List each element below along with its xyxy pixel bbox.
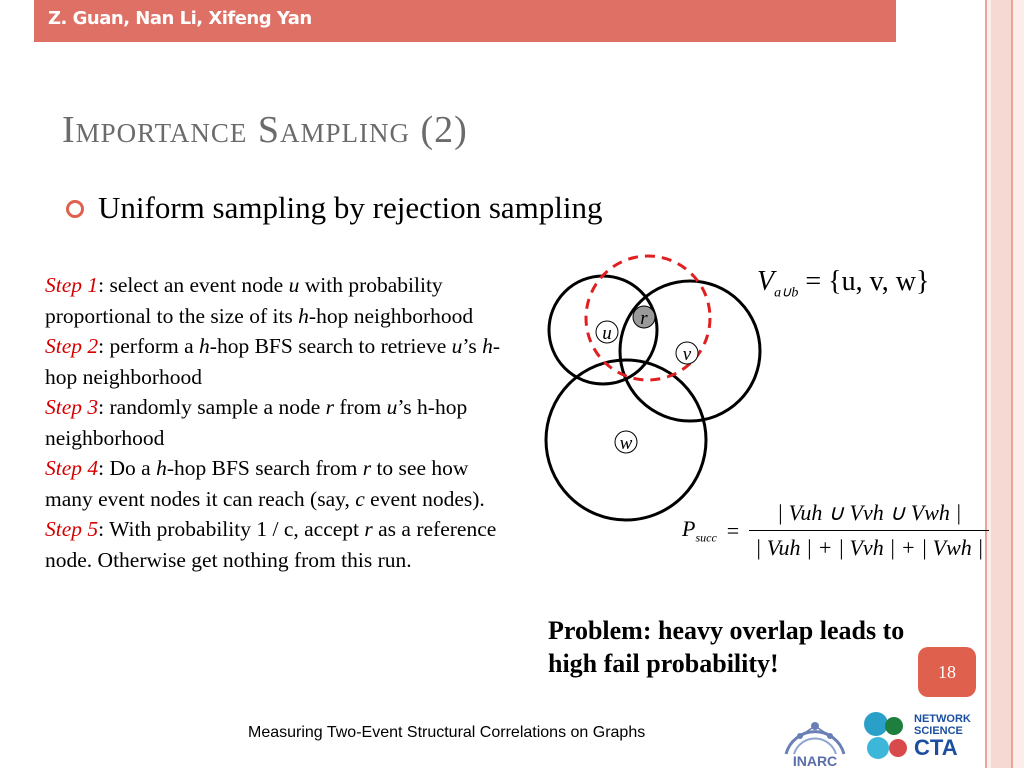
step-text: event nodes).: [364, 486, 485, 511]
problem-statement: Problem: heavy overlap leads to high fail probability!: [548, 616, 905, 678]
psucc-numerator: | Vuh ∪ Vvh ∪ Vwh |: [777, 500, 962, 525]
step-variable: u: [451, 334, 463, 358]
step-label: Step 4: [45, 456, 99, 480]
set-formula-sub: a∪b: [774, 285, 799, 301]
step-text: : With probability 1 / c, accept: [98, 517, 365, 541]
set-formula-rhs: = {u, v, w}: [805, 266, 930, 297]
node-u-label: u: [602, 323, 612, 344]
step-variable: h: [298, 303, 309, 328]
network-science-cta-logo: [858, 710, 971, 762]
node-w-label: w: [619, 433, 633, 454]
step-text: : select an event node: [98, 273, 289, 297]
step-label: Step 3: [45, 395, 99, 419]
psucc-fraction: [749, 500, 989, 561]
inarc-logo: [778, 706, 852, 768]
step-text: -hop BFS search to retrieve: [209, 334, 452, 358]
step-label: Step 1: [45, 273, 99, 297]
step-text: -hop neighborhood: [45, 334, 500, 389]
step-variable: r: [325, 395, 335, 419]
set-formula-lhs: V: [757, 266, 775, 297]
ns-logo-line3: CTA: [914, 735, 958, 760]
step-variable: c: [355, 486, 365, 511]
step-label: Step 5: [45, 517, 99, 541]
step-text: ’s: [462, 334, 483, 358]
step-text: : randomly sample a node: [98, 395, 326, 419]
step-variable: h: [156, 456, 167, 480]
bullet-text: Uniform sampling by rejection sampling: [98, 190, 603, 225]
frame-line: [1011, 0, 1013, 768]
node-v-label: v: [682, 344, 692, 365]
frame-line: [985, 0, 987, 768]
slide-title: Importance Sampling (2): [62, 109, 468, 151]
page-number-badge: [918, 647, 976, 697]
step-variable: u: [288, 273, 300, 297]
node-r-label: r: [640, 308, 648, 329]
ns-logo-line2: SCIENCE: [914, 725, 963, 737]
page-number: 18: [938, 661, 956, 682]
set-formula: [757, 266, 929, 302]
header-bar: [34, 0, 896, 42]
step-text: from: [334, 395, 387, 419]
step-text: : perform a: [98, 334, 200, 358]
step-item: [45, 392, 520, 453]
step-label: Step 2: [45, 334, 99, 358]
step-variable: h: [199, 334, 210, 358]
step-text: : Do a: [98, 456, 157, 480]
right-band: [991, 0, 1011, 768]
step-variable: h: [482, 334, 493, 358]
step-text: -hop neighborhood: [308, 303, 474, 328]
step-variable: r: [362, 456, 372, 480]
step-item: [45, 270, 520, 331]
bullet-row: [66, 190, 603, 226]
step-item: [45, 453, 520, 514]
inarc-logo-text: INARC: [792, 753, 838, 768]
step-text: with probability proportional to the size of its: [45, 273, 443, 328]
header-authors: Z. Guan, Nan Li, Xifeng Yan: [48, 8, 312, 29]
step-item: [45, 331, 520, 392]
footer-title: Measuring Two-Event Structural Correlations on Graphs: [248, 724, 646, 741]
globe-icon: [858, 710, 910, 762]
step-variable: r: [364, 517, 373, 541]
step-text: as a reference node. Otherwise get nothing from this run.: [45, 517, 497, 572]
step-text: ’s h-hop neighborhood: [45, 395, 468, 450]
psucc-denominator: | Vuh | + | Vvh | + | Vwh |: [749, 530, 989, 561]
psucc-formula: [682, 500, 989, 561]
steps-list: [45, 270, 520, 575]
step-text: -hop BFS search from: [166, 456, 363, 480]
step-variable: u: [386, 395, 398, 419]
step-item: [45, 514, 520, 575]
step-text: to see how many event nodes it can reach (say,: [45, 456, 469, 511]
psucc-lhs: $P_{succ}$: [682, 515, 717, 545]
ns-logo-line1: NETWORK: [914, 713, 971, 725]
bullet-circle-icon: [66, 200, 84, 218]
psucc-equals: =: [726, 517, 740, 543]
